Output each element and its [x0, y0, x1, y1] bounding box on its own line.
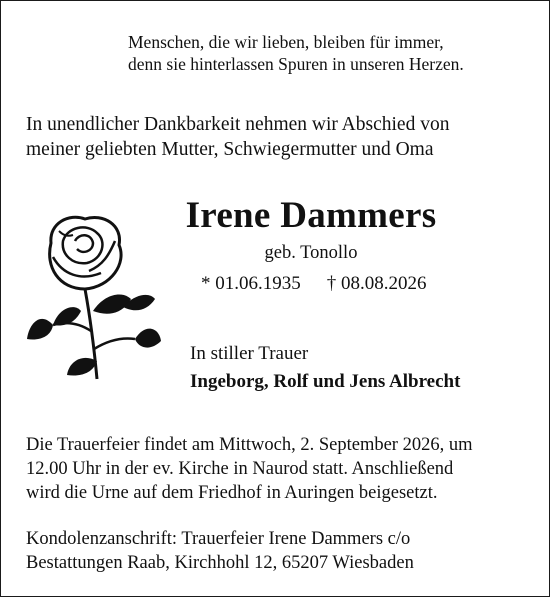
intro-line-1: In unendlicher Dankbarkeit nehmen wir Abschied von [26, 114, 450, 135]
intro-line-2: meiner geliebten Mutter, Schwiegermutter und Oma [26, 139, 434, 160]
life-dates [201, 273, 427, 295]
deceased-name: Irene Dammers [185, 195, 437, 236]
memorial-quote [128, 31, 464, 75]
birth-date: * 01.06.1935 [201, 273, 301, 294]
funeral-line-3: wird die Urne auf dem Friedhof in Auringen beigesetzt. [26, 483, 438, 503]
mourning-intro: In stiller Trauer [190, 343, 309, 364]
condolence-line-2: Bestattungen Raab, Kirchhohl 12, 65207 Wiesbaden [26, 553, 414, 573]
condolence-address [26, 527, 414, 575]
birth-name: geb. Tonollo [264, 243, 358, 263]
mourners-names: Ingeborg, Rolf und Jens Albrecht [190, 371, 461, 392]
funeral-line-1: Die Trauerfeier findet am Mittwoch, 2. September 2026, um [26, 435, 473, 455]
quote-line-1: Menschen, die wir lieben, bleiben für immer, [128, 32, 444, 52]
condolence-line-1: Kondolenzanschrift: Trauerfeier Irene Dammers c/o [26, 529, 411, 549]
intro-text [26, 112, 449, 162]
death-date: † 08.08.2026 [326, 273, 427, 294]
funeral-info [26, 433, 472, 505]
quote-line-2: denn sie hinterlassen Spuren in unseren Herzen. [128, 54, 464, 74]
funeral-line-2: 12.00 Uhr in der ev. Kirche in Naurod statt. Anschließend [26, 459, 454, 479]
